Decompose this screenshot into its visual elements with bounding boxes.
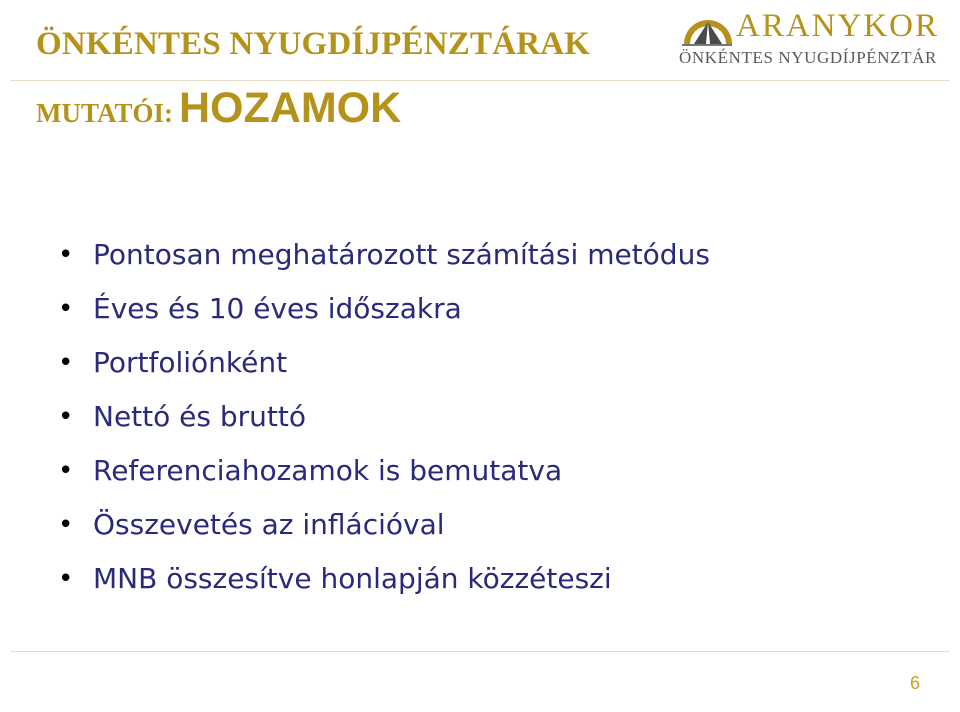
bullet-dot: • [58,402,74,432]
slide-title-line1: ÖNKÉNTES NYUGDÍJPÉNZTÁRAK [36,26,591,62]
aranykor-logo [676,10,956,70]
slide-title-line2 [36,84,401,133]
bullet-dot: • [58,510,74,540]
bullet-dot: • [58,294,74,324]
sun-fan-icon [680,12,734,46]
top-rule [10,80,950,81]
bottom-rule [10,651,950,652]
bullet-text: Nettó és bruttó [93,400,306,433]
bullet-item [58,394,710,448]
bullet-item [58,556,710,610]
bullet-text: Összevetés az inflációval [93,508,445,541]
bullet-text: MNB összesítve honlapján közzéteszi [93,562,612,595]
bullet-text: Éves és 10 éves időszakra [93,292,462,325]
bullet-text: Portfoliónként [93,346,288,379]
bullet-dot: • [58,564,74,594]
logo-name: ARANYKOR [736,8,940,44]
bullet-item [58,502,710,556]
bullet-item [58,448,710,502]
logo-subtitle: ÖNKÉNTES NYUGDÍJPÉNZTÁR [679,48,937,67]
title-main: HOZAMOK [179,84,402,132]
title-prefix: MUTATÓI: [36,98,173,128]
page-number: 6 [909,673,920,693]
bullet-list [58,232,710,610]
bullet-item [58,232,710,286]
bullet-text: Referenciahozamok is bemutatva [93,454,563,487]
bullet-text: Pontosan meghatározott számítási metódus [93,238,710,271]
bullet-dot: • [58,456,74,486]
bullet-item [58,286,710,340]
bullet-dot: • [58,240,74,270]
bullet-dot: • [58,348,74,378]
bullet-item [58,340,710,394]
